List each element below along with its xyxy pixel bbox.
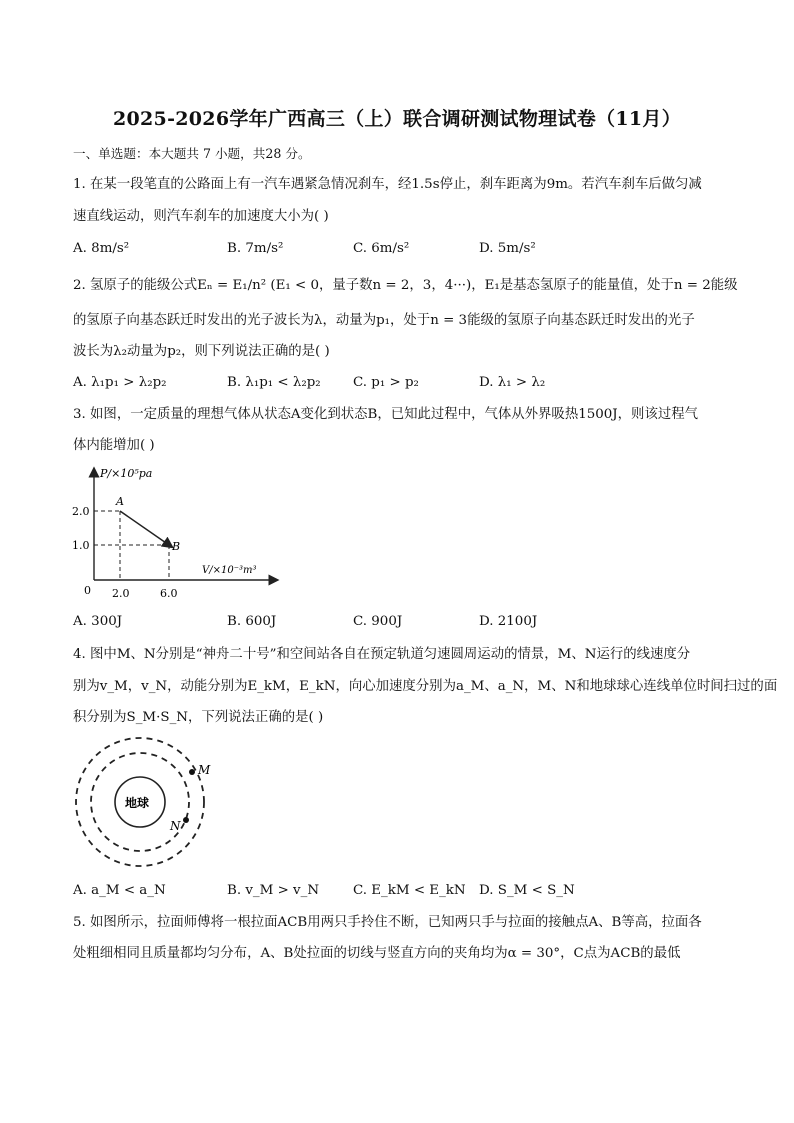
origin-label: 0 [84, 584, 91, 597]
q4-line-2: 别为v_M，v_N，动能分别为E_kM，E_kN，向心加速度分别为a_M、a_N，M、N和地球球心连线单位时间扫过的面 [73, 679, 778, 694]
y-axis-label: P/×10⁵pa [100, 467, 153, 480]
q4-option-d: D. S_M < S_N [479, 883, 575, 898]
q5-line-1: 5. 如图所示，拉面师傅将一根拉面ACB用两只手拎住不断，已知两只手与拉面的接触点A、B等高，拉面各 [73, 915, 702, 930]
q2-line-3: 波长为λ₂动量为p₂，则下列说法正确的是( ) [73, 344, 330, 359]
satellite-n [183, 817, 189, 823]
label-m: M [198, 763, 211, 777]
q3-option-c: C. 900J [353, 614, 403, 629]
page-title: 2025-2026学年广西高三（上）联合调研测试物理试卷（11月） [113, 108, 681, 130]
q3-option-b: B. 600J [227, 614, 277, 629]
y-tick-2: 2.0 [72, 505, 90, 518]
q2-option-d: D. λ₁ > λ₂ [479, 375, 546, 390]
point-b-label: B [172, 540, 181, 553]
q2-option-c: C. p₁ > p₂ [353, 375, 419, 390]
q1-line-1: 1. 在某一段笔直的公路面上有一汽车遇紧急情况刹车，经1.5s停止，刹车距离为9m。若汽车刹车后做匀减 [73, 177, 702, 192]
label-n: N [170, 819, 181, 833]
q4-option-b: B. v_M > v_N [227, 883, 320, 898]
q2-option-a: A. λ₁p₁ > λ₂p₂ [73, 375, 167, 390]
q3-line-2: 体内能增加( ) [73, 438, 155, 453]
q2-option-b: B. λ₁p₁ < λ₂p₂ [227, 375, 321, 390]
q1-option-a: A. 8m/s² [73, 241, 130, 256]
q4-option-a: A. a_M < a_N [73, 883, 166, 898]
pv-graph [70, 462, 280, 604]
q5-line-2: 处粗细相同且质量都均匀分布，A、B处拉面的切线与竖直方向的夹角均为α = 30°，C点为ACB的最低 [73, 946, 681, 961]
q3-line-1: 3. 如图，一定质量的理想气体从状态A变化到状态B，已知此过程中，气体从外界吸热1500J，则该过程气 [73, 407, 699, 422]
earth-label: 地球 [125, 796, 150, 810]
q3-option-a: A. 300J [73, 614, 123, 629]
q2-line-2: 的氢原子向基态跃迁时发出的光子波长为λ，动量为p₁，处于n = 3能级的氢原子向基态跃迁时发出的光子 [73, 313, 695, 328]
q3-option-d: D. 2100J [479, 614, 538, 629]
q2-line-1: 2. 氢原子的能级公式Eₙ = E₁/n² (E₁ < 0，量子数n = 2，3，4···)，E₁是基态氢原子的能量值，处于n = 2能级 [73, 278, 738, 293]
satellite-m [189, 769, 195, 775]
q1-option-c: C. 6m/s² [353, 241, 410, 256]
x-axis-label: V/×10⁻³m³ [202, 565, 257, 576]
orbit-figure [70, 732, 216, 874]
q1-line-2: 速直线运动，则汽车刹车的加速度大小为( ) [73, 209, 329, 224]
x-tick-2: 2.0 [112, 587, 130, 600]
y-tick-1: 1.0 [72, 539, 90, 552]
q4-option-c: C. E_kM < E_kN [353, 883, 466, 898]
q4-line-3: 积分别为S_M·S_N，下列说法正确的是( ) [73, 710, 324, 725]
q1-option-b: B. 7m/s² [227, 241, 284, 256]
process-line [120, 511, 169, 545]
point-a-label: A [116, 495, 124, 508]
q1-option-d: D. 5m/s² [479, 241, 536, 256]
q4-line-1: 4. 图中M、N分别是“神舟二十号”和空间站各自在预定轨道匀速圆周运动的情景，M、N运行的线速度分 [73, 647, 691, 662]
x-tick-6: 6.0 [160, 587, 178, 600]
section-heading: 一、单选题：本大题共 7 小题，共28 分。 [73, 146, 311, 161]
